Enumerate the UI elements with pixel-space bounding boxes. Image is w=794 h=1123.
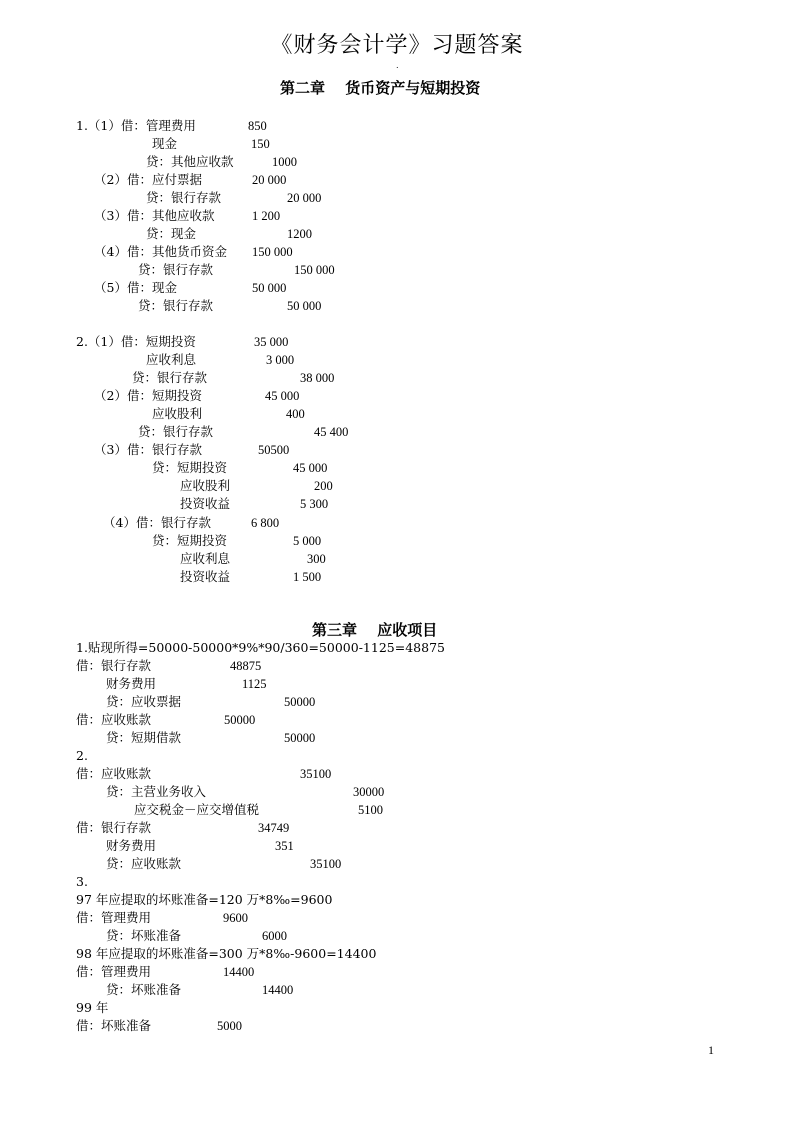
- document-title: 《财务会计学》习题答案: [270, 33, 524, 58]
- chapter-2-entry-text: 贷：银行存款: [138, 424, 214, 439]
- chapter-2-entry-amount: 1000: [272, 155, 297, 169]
- chapter-2-entry-text: 贷：短期投资: [152, 533, 228, 548]
- chapter-3-entry-amount: 5000: [217, 1019, 242, 1033]
- chapter-2-entry-amount: 50 000: [287, 299, 322, 313]
- chapter-3-entry-text: 1.贴现所得=50000-50000*9%*90/360=50000-1125=48875: [76, 640, 445, 655]
- chapter-3-entry-text: 应交税金－应交增值税: [134, 802, 260, 817]
- chapter-2-entry-text: （4）借：银行存款: [103, 515, 211, 530]
- chapter-3-entry-text: 贷：坏账准备: [106, 982, 182, 997]
- chapter-2-entry-amount: 45 000: [293, 461, 328, 475]
- chapter-2-entry-text: 1.（1）借：管理费用: [76, 118, 196, 133]
- chapter-2-entry-amount: 1 500: [293, 570, 322, 584]
- chapter-2-entry-text: （5）借：现金: [94, 280, 177, 295]
- chapter-2-entry-text: 应收利息: [180, 551, 231, 566]
- chapter-3-entry-amount: 14400: [262, 983, 294, 997]
- chapter-3-entry-text: 借：应收账款: [76, 712, 152, 727]
- chapter-2-entry-amount: 150 000: [252, 245, 293, 259]
- chapter-2-entry-text: 2.（1）借：短期投资: [76, 334, 196, 349]
- chapter-3-entry-text: 99 年: [76, 1000, 109, 1015]
- chapter-2-entry-text: 应收股利: [180, 478, 231, 493]
- chapter-2-entry-amount: 35 000: [254, 335, 289, 349]
- chapter-3-entry-text: 贷：应收账款: [106, 856, 182, 871]
- chapter-2-entry-amount: 38 000: [300, 371, 335, 385]
- chapter-2-entry-text: 应收利息: [146, 352, 197, 367]
- chapter-2-entry-amount: 850: [248, 119, 267, 133]
- chapter-2-entry-amount: 400: [286, 407, 305, 421]
- chapter-3-entry-text: 98 年应提取的坏账准备=300 万*8‰-9600=14400: [76, 946, 377, 961]
- chapter-3-entry-amount: 48875: [230, 659, 262, 673]
- chapter-2-entry-amount: 6 800: [251, 516, 280, 530]
- chapter-3-entry-text: 97 年应提取的坏账准备=120 万*8‰=9600: [76, 892, 333, 907]
- page-number: 1: [708, 1043, 714, 1057]
- chapter-3-entry-amount: 5100: [358, 803, 383, 817]
- chapter-2-entry-amount: 150 000: [294, 263, 335, 277]
- chapter-2-entry-amount: 45 000: [265, 389, 300, 403]
- chapter-2-entry-amount: 1200: [287, 227, 312, 241]
- chapter-3-entry-text: 借：管理费用: [76, 964, 152, 979]
- chapter-2-entry-amount: 150: [251, 137, 270, 151]
- chapter-2-entry-text: 现金: [152, 136, 178, 151]
- chapter-3-entry-text: 借：坏账准备: [76, 1018, 152, 1033]
- chapter-2-entry-amount: 1 200: [252, 209, 281, 223]
- chapter-3-entry-amount: 50000: [284, 731, 316, 745]
- chapter-3-entry-text: 贷：主营业务收入: [106, 784, 207, 799]
- chapter-2-entry-amount: 5 300: [300, 497, 329, 511]
- chapter-2-entry-text: 贷：银行存款: [132, 370, 208, 385]
- dot-mark: .: [396, 61, 399, 70]
- chapter-2-entry-text: （3）借：其他应收款: [94, 208, 215, 223]
- chapter-2-entry-amount: 50 000: [252, 281, 287, 295]
- chapter-2-heading: 第二章 货币资产与短期投资: [280, 79, 481, 97]
- chapter-3-entry-text: 贷：坏账准备: [106, 928, 182, 943]
- chapter-3-entry-amount: 34749: [258, 821, 290, 835]
- chapter-3-entry-text: 3.: [76, 874, 88, 889]
- chapter-2-entry-text: 贷：银行存款: [138, 298, 214, 313]
- chapter-2-entry-amount: 3 000: [266, 353, 295, 367]
- chapter-3-heading: 第三章 应收项目: [312, 621, 438, 639]
- chapter-3-entry-amount: 6000: [262, 929, 287, 943]
- chapter-3-entry-amount: 30000: [353, 785, 385, 799]
- chapter-3-entry-amount: 9600: [223, 911, 248, 925]
- chapter-2-entry-amount: 20 000: [287, 191, 322, 205]
- chapter-2-entry-text: （4）借：其他货币资金: [94, 244, 227, 259]
- chapter-2-entry-amount: 300: [307, 552, 326, 566]
- chapter-2-entry-text: 贷：短期投资: [152, 460, 228, 475]
- chapter-3-entry-amount: 351: [275, 839, 294, 853]
- chapter-3-entry-text: 借：银行存款: [76, 658, 152, 673]
- chapter-3-entry-amount: 1125: [242, 677, 267, 691]
- chapter-3-entry-amount: 14400: [223, 965, 255, 979]
- chapter-2-entry-text: 应收股利: [152, 406, 203, 421]
- chapter-2-entry-amount: 45 400: [314, 425, 349, 439]
- chapter-3-entry-text: 贷：应收票据: [106, 694, 182, 709]
- chapter-3-entry-amount: 35100: [300, 767, 332, 781]
- chapter-3-entry-text: 2.: [76, 748, 88, 763]
- chapter-2-entry-text: 贷：其他应收款: [146, 154, 234, 169]
- chapter-3-entry-amount: 50000: [284, 695, 316, 709]
- chapter-2-entry-amount: 5 000: [293, 534, 322, 548]
- chapter-2-entry-text: 贷：银行存款: [138, 262, 214, 277]
- chapter-3-entry-text: 借：应收账款: [76, 766, 152, 781]
- chapter-2-entry-text: 投资收益: [180, 569, 231, 584]
- chapter-2-entry-amount: 200: [314, 479, 333, 493]
- chapter-3-entry-amount: 50000: [224, 713, 256, 727]
- chapter-3-entry-text: 财务费用: [106, 838, 157, 853]
- chapter-3-entry-text: 借：银行存款: [76, 820, 152, 835]
- chapter-2-entry-text: 贷：现金: [146, 226, 197, 241]
- chapter-3-entry-text: 借：管理费用: [76, 910, 152, 925]
- chapter-2-entry-text: 贷：银行存款: [146, 190, 222, 205]
- chapter-2-entry-amount: 20 000: [252, 173, 287, 187]
- chapter-2-entry-text: （3）借：银行存款: [94, 442, 202, 457]
- chapter-2-entry-text: （2）借：应付票据: [94, 172, 202, 187]
- chapter-3-entry-amount: 35100: [310, 857, 342, 871]
- chapter-3-entry-text: 财务费用: [106, 676, 157, 691]
- chapter-2-entry-amount: 50500: [258, 443, 290, 457]
- chapter-2-entry-text: （2）借：短期投资: [94, 388, 202, 403]
- chapter-2-entry-text: 投资收益: [180, 496, 231, 511]
- chapter-3-entry-text: 贷：短期借款: [106, 730, 182, 745]
